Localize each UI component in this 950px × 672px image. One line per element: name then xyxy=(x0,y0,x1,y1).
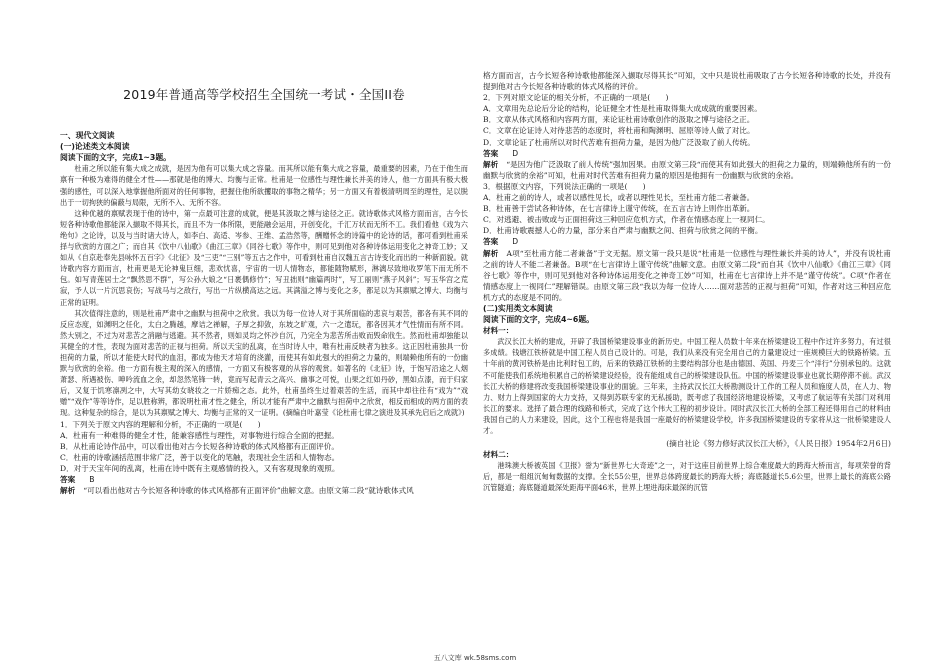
right-column xyxy=(483,70,891,672)
material-1-text: 武汉长江大桥的建成，开辟了我国桥梁建设事业的新历史。中国工程人员数十年来在桥梁建设工程中作过许多努力，有过很多成绩。钱塘江铁桥就是中国工程人员自己设计的。可是，我们从来没有完全用自己的力量建设过一座规模巨大的铁路桥梁。五十年前的黄河铁桥是由比利时包工的，后来的铁路江铁桥的主要结构部分也是由德国、英国、丹麦三个“洋行”分别承包的。这就不可能使我们系统地积累自己的桥梁建设经验，没有能组成自己的桥梁建设队伍。中国的桥梁建设事业也就长期停滞不前。武汉长江大桥的修建将改变我国桥梁建设事业的面貌。三年来，主持武汉长江大桥勘测设计工作的工程人员和施度人员，在人力、物力、财力上得到国家的大力支持，又得到苏联专家的无私援助，既考虑了我国经济地建设桥梁，又考虑了航运等有关部门对利用长江的要求。选择了最合理的线路和桥式，完成了这个伟大工程的初步设计。同时武汉长江大桥的全部工程还得用自己的材料由我国自己的人力来建设，因此，这个工程也将是我国一座最好的桥梁建设学校，许多我国桥梁建设的专家将从这一批桥梁建设人才。 xyxy=(483,337,891,435)
material-1-label: 材料一： xyxy=(483,326,514,336)
subsection-heading-practical: (二)实用类文本阅读 xyxy=(483,303,553,313)
subsection-heading-argumentative: (一)论述类文本阅读 xyxy=(60,142,130,152)
document-title: 2019年普通高等学校招生全国统一考试・全国II卷 xyxy=(123,87,405,102)
question-3-option-b: B．杜甫善于尝试各种诗体，在七言律诗上谨守传统，在五言古诗上则作出革新。 xyxy=(483,204,755,214)
left-column xyxy=(60,0,468,672)
section-heading-modern-reading: 一、现代文阅读 xyxy=(60,131,115,141)
answer-value: B xyxy=(89,475,95,484)
explanation-text: “是因为他广泛汲取了前人传统”强加因果。由原文第三段“而使其有如此强大的担荷之力量的，则端赖他所有的一份幽默与欣赏的余裕”可知，杜甫对时代苦难有担荷力量的原因是他拥有一份幽默与欣赏的余裕。 xyxy=(483,159,891,180)
question-1-answer xyxy=(60,474,468,485)
question-1-explanation-continued: 格方面而言，古今长短各种诗歌他都能深入撷取尽得其长”可知，文中只是说杜甫吸取了古今长短各种诗歌的长处，并没有提到他对古今长短各种诗歌的体式风格的评价。 xyxy=(483,71,891,92)
question-1-option-b: B．从杜甫论诗作品中，可以看出他对古今长短各种诗歌的体式风格都有正面评价。 xyxy=(60,441,339,451)
explanation-label: 解析 xyxy=(483,159,499,169)
question-3-explanation xyxy=(483,248,891,303)
question-1: 1．下列关于原文内容的理解和分析，不正确的一项是( ) xyxy=(60,419,261,429)
question-1-explanation xyxy=(60,485,468,496)
answer-label: 答案 xyxy=(60,475,76,484)
question-3-answer xyxy=(483,236,891,247)
answer-value: D xyxy=(512,148,519,158)
passage-paragraph-3: 其次值得注意的，则是杜甫严肃中之幽默与担荷中之欣赏。我以为每一位诗人对于其所面临的悲哀与艰苦，都各有其不同的反应态度，如渊明之任化，太白之腾越，摩诘之禅解，子厚之抑敛，东坡之旷观，六一之遣玩，都各因其才气性情而有所不同。然大别之，不过为对悲苦之消融与逃避。其不然者，则如灵均之怀沙自沉，乃完全为悲苦所击败而毁命戕生。然而杜甫却独能以其健全的才性，表现为面对悲苦的正视与担荷。所以天宝的乱离，在当时诗人中，唯有杜甫反映者为独多。这正因杜甫独具一份担荷的力量，所以才能使大时代的血泪，都成为他天才培育的浇灌，而使其有如此强大的担荷之力量的，则端赖他所有的一份幽默与欣赏的余裕。他一方面有极主观的深入的感情，一方面又有极客观的从容的观赏。如著名的《北征》诗，于饱写沿途之人烟萧瑟、所遇被伤、呻吟流血之余，却忽然笔锋一转，竟而写起青云之高兴、幽事之可悦，山果之红如丹砂，黑如点漆，而于归家后，又复于饥寒凛冽之中，大写其幼女晓妆之一片娇痴之态。此外，杜甫虽终生过着艰苦的生活，而其中却往往有“戏为”“戏赠”“戏作”等等诗作，足以胜称辨，都说明杜甫才性之健全，所以才能有严肃中之幽默与担荷中之欣赏，相反而相成的两方面的表现。这种复杂的综合，是以为其禀赋之博大、均衡与正常的又一证明。(摘编自叶嘉莹《论杜甫七律之演进及其承先启后之成就》) xyxy=(60,308,468,418)
question-2-option-c: C．文章在论证诗人对待悲苦的态度时，将杜甫和陶渊明、屈原等诗人做了对比。 xyxy=(483,126,755,136)
explanation-label: 解析 xyxy=(483,248,499,258)
question-2: 2．下列对原文论证的相关分析，不正确的一项是( ) xyxy=(483,93,669,103)
material-1-source: (摘自社论《努力修好武汉长江大桥》，《人民日报》1954年2月6日) xyxy=(666,439,891,449)
answer-label: 答案 xyxy=(483,237,499,247)
question-1-option-a: A．杜甫有一种难得的健全才性，能兼容感性与理性，对事物进行综合全面的把握。 xyxy=(60,430,339,440)
reading-instruction-2: 阅读下面的文字，完成4~6题。 xyxy=(483,315,594,325)
answer-label: 答案 xyxy=(483,148,499,158)
explanation-text: A项“至杜甫方能二者兼备”于文无据。原文第一段只是说“杜甫是一位感性与理性兼长并美的诗人”，并没有说杜甫之前的诗人不能二者兼备。B项“在七言律诗上谨守传统”曲解文意。由原文第二段“而自其《饮中八仙歌》《曲江三章》《同谷七歌》等作中，则可见到他对各种诗体运用变化之神奇工妙”可知，杜甫在七言律诗上并不是“谨守传统”。C项“作者在情感态度上一视同仁”理解错误。由原文第三段“我以为每一位诗人……面对悲苦的正视与担荷”可知，作者对这三种回应危机方式的态度是不同的。 xyxy=(483,248,891,302)
question-1-option-d: D．对于天宝年间的乱离，杜甫在诗中既有主观感情的投入，又有客观现象的观照。 xyxy=(60,463,340,473)
question-2-answer xyxy=(483,148,891,159)
reading-instruction: 阅读下面的文字，完成1~3题。 xyxy=(60,153,171,163)
page-footer: 五八文库 wk.58sms.com xyxy=(433,654,517,662)
material-2-label: 材料二： xyxy=(483,450,514,460)
question-2-explanation xyxy=(483,159,891,181)
material-2-text: 港珠澳大桥被英国《卫报》誉为“新世界七大奇迹”之一，对于这座目前世界上综合难度最大的跨海大桥而言，每项荣誉的背后，都是一组组沉甸甸数据的支撑。全长55公里，世界总体跨度最长的跨海大桥；海底隧道长5.6公里，世界上最长的海底公路沉管隧道；海底隧道最深处距海平面46米，世界上埋进海床最深的沉管 xyxy=(483,461,891,493)
question-3-option-a: A．杜甫之前的诗人，或者以感性见长，或者以理性见长，至杜甫方能二者兼备。 xyxy=(483,193,755,203)
question-3: 3．根据原文内容，下列说法正确的一项是( ) xyxy=(483,181,646,191)
explanation-label: 解析 xyxy=(60,486,76,496)
question-2-option-d: D．文章论证了杜甫所以对时代苦难有担荷力量，是因为他广泛汲取了前人传统。 xyxy=(483,137,755,147)
explanation-text: “可以看出他对古今长短各种诗歌的体式风格都有正面评价”曲解文意。由原文第二段“就诗歌体式风 xyxy=(83,486,414,496)
question-1-option-c: C．杜甫的诗歌涵括范围非常广泛，善于以变化的笔触，表现社会生活和人情物态。 xyxy=(60,452,340,462)
question-3-option-d: D．杜甫诗歌震撼人心的力量，部分来自严肃与幽默之间、担荷与欣赏之间的平衡。 xyxy=(483,226,763,236)
question-2-option-b: B．文章从体式风格和内容两方面，来论证杜甫诗歌创作的汲取之博与途径之正。 xyxy=(483,115,755,125)
answer-value: D xyxy=(512,237,519,247)
question-3-option-c: C．对逃避、被击败或与正面担荷这三种回应危机方式，作者在情感态度上一视同仁。 xyxy=(483,215,770,225)
passage-paragraph-1: 杜甫之所以能有集大成之成就，是因为他有可以集大成之容量。而其所以能有集大成之容量，最重要的因素，乃在于他生而禀有一种极为难得的健全才性——那就是他的博大、均衡与正常。杜甫是一位感性与理性兼长并美的诗人，他一方面具有极大极强的感性，可以深入地掌握他所面对的任何事物，把握住他所欲攫取的事物之精华；另一方面又有着极清明周至的理性，足以脱出于一切拘狭的偏蔽与局限，无所不入、无所不容。 xyxy=(60,164,468,207)
passage-paragraph-2: 这种优越的禀赋表现于他的诗中，第一点最可注意的成就，便是其汲取之博与途径之正。就诗歌体式风格方面而言，古今长短各种诗歌他都能深入撷取不得其长，而且不为一体所限，更能融会运用，开创变化，千汇万状而无所不工。我们看他《戏为六绝句》之论诗，以及与当时诸大诗人，如李白、高适、岑参、王维、孟浩然等，酬赠怀念的诗篇中的论诗的话，都可看到杜甫采择与欣赏的方面之广；而自其《饮中八仙歌》《曲江三章》《同谷七歌》等作中，则可见到他对各种诗体运用变化之神奇工妙；又如从《自京赴奉先县咏怀五百字》《北征》及“三吏”“三别”等五古之作中，可看到杜甫自汉魏五言古诗变化而出的一种新面貌。就诗歌内容方面而言，杜甫更是无论神鬼巨细，悲欢忧喜，宇宙的一切人情物态，都能随物赋形，淋漓尽致地收罗笔下而无所不包。如写青莲居士之“飘然思不群”，写公孙大娘之“日裹偶修竹”；写丑拙则“幽篇两时”，写工丽则“燕子风斜”；写玉华宫之荒寂，予人以一片沉思哀伤；写战马与之敌行，写出一片纵横高达之远。其满溢之博与变化之多，都足以为其禀赋之博大、均衡与正常的证明。 xyxy=(60,208,468,307)
question-2-option-a: A．文章用先总论后分论的结构，论证健全才性是杜甫取得集大成成就的重要因素。 xyxy=(483,104,762,114)
